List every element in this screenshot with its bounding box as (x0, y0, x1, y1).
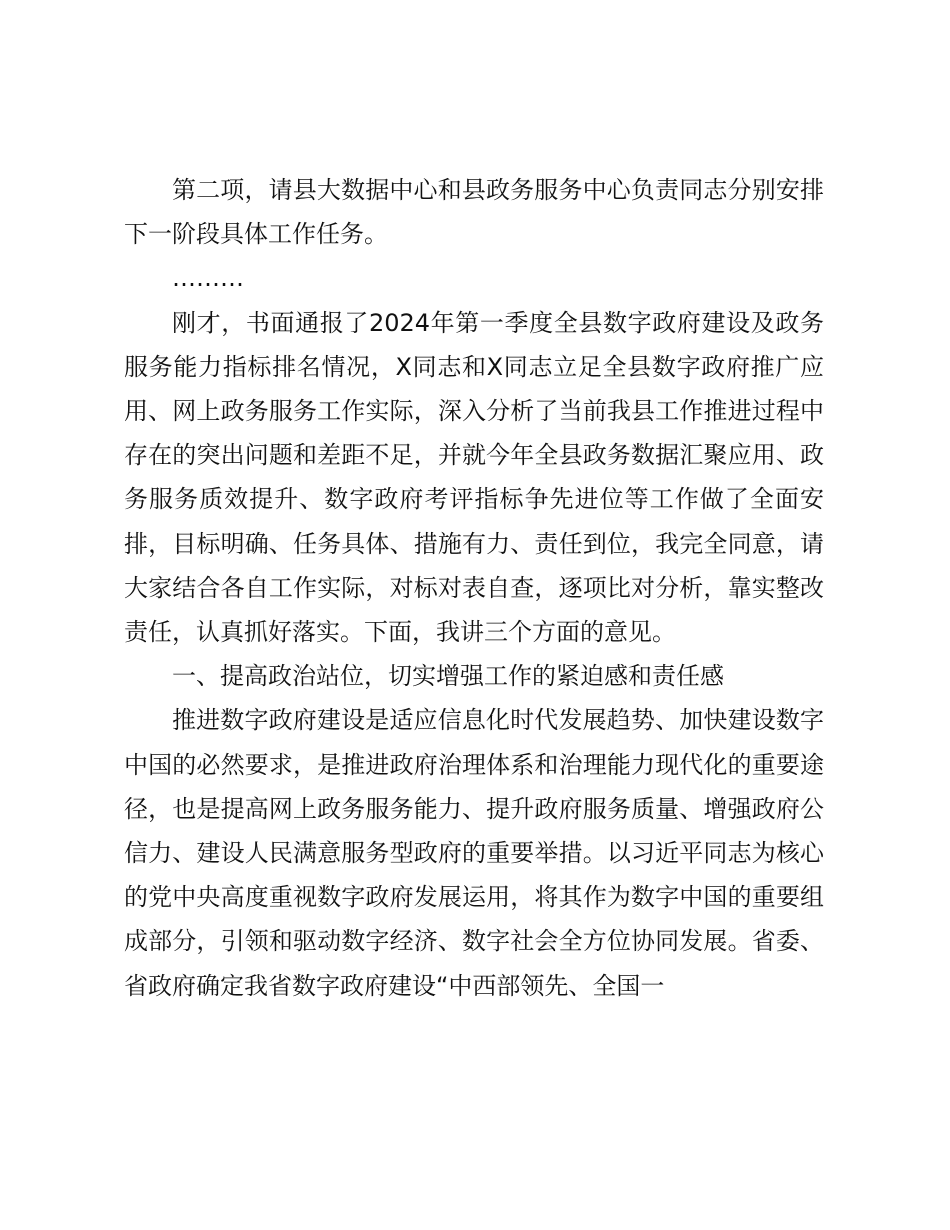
document-body (124, 168, 824, 1008)
paragraph-ellipsis: ……… (172, 264, 244, 293)
paragraph-task-item-two: 第二项，请县大数据中心和县政务服务中心负责同志分别安排下一阶段具体工作任务。 (124, 176, 824, 249)
paragraph-digital-government: 推进数字政府建设是适应信息化时代发展趋势、加快建设数字中国的必然要求，是推进政府治理体系和治理能力现代化的重要途径，也是提高网上政务服务能力、提升政府服务质量、增强政府公信力、建设人民满意服务型政府的重要举措。以习近平同志为核心的党中央高度重视数字政府发展运用，将其作为数字中国的重要组成部分，引领和驱动数字经济、数字社会全方位协同发展。省委、省政府确定我省数字政府建设“中西部领先、全国一 (124, 706, 824, 1000)
section-heading-one: 一、提高政治站位，切实增强工作的紧迫感和责任感 (172, 662, 724, 691)
paragraph-opening-remarks: 刚才，书面通报了2024年第一季度全县数字政府建设及政务服务能力指标排名情况，X同志和X同志立足全县数字政府推广应用、网上政务服务工作实际，深入分析了当前我县工作推进过程中存在的突出问题和差距不足，并就今年全县政务数据汇聚应用、政务服务质效提升、数字政府考评指标争先进位等工作做了全面安排，目标明确、任务具体、措施有力、责任到位，我完全同意，请大家结合各自工作实际，对标对表自查，逐项比对分析，靠实整改责任，认真抓好落实。下面，我讲三个方面的意见。 (124, 308, 824, 647)
